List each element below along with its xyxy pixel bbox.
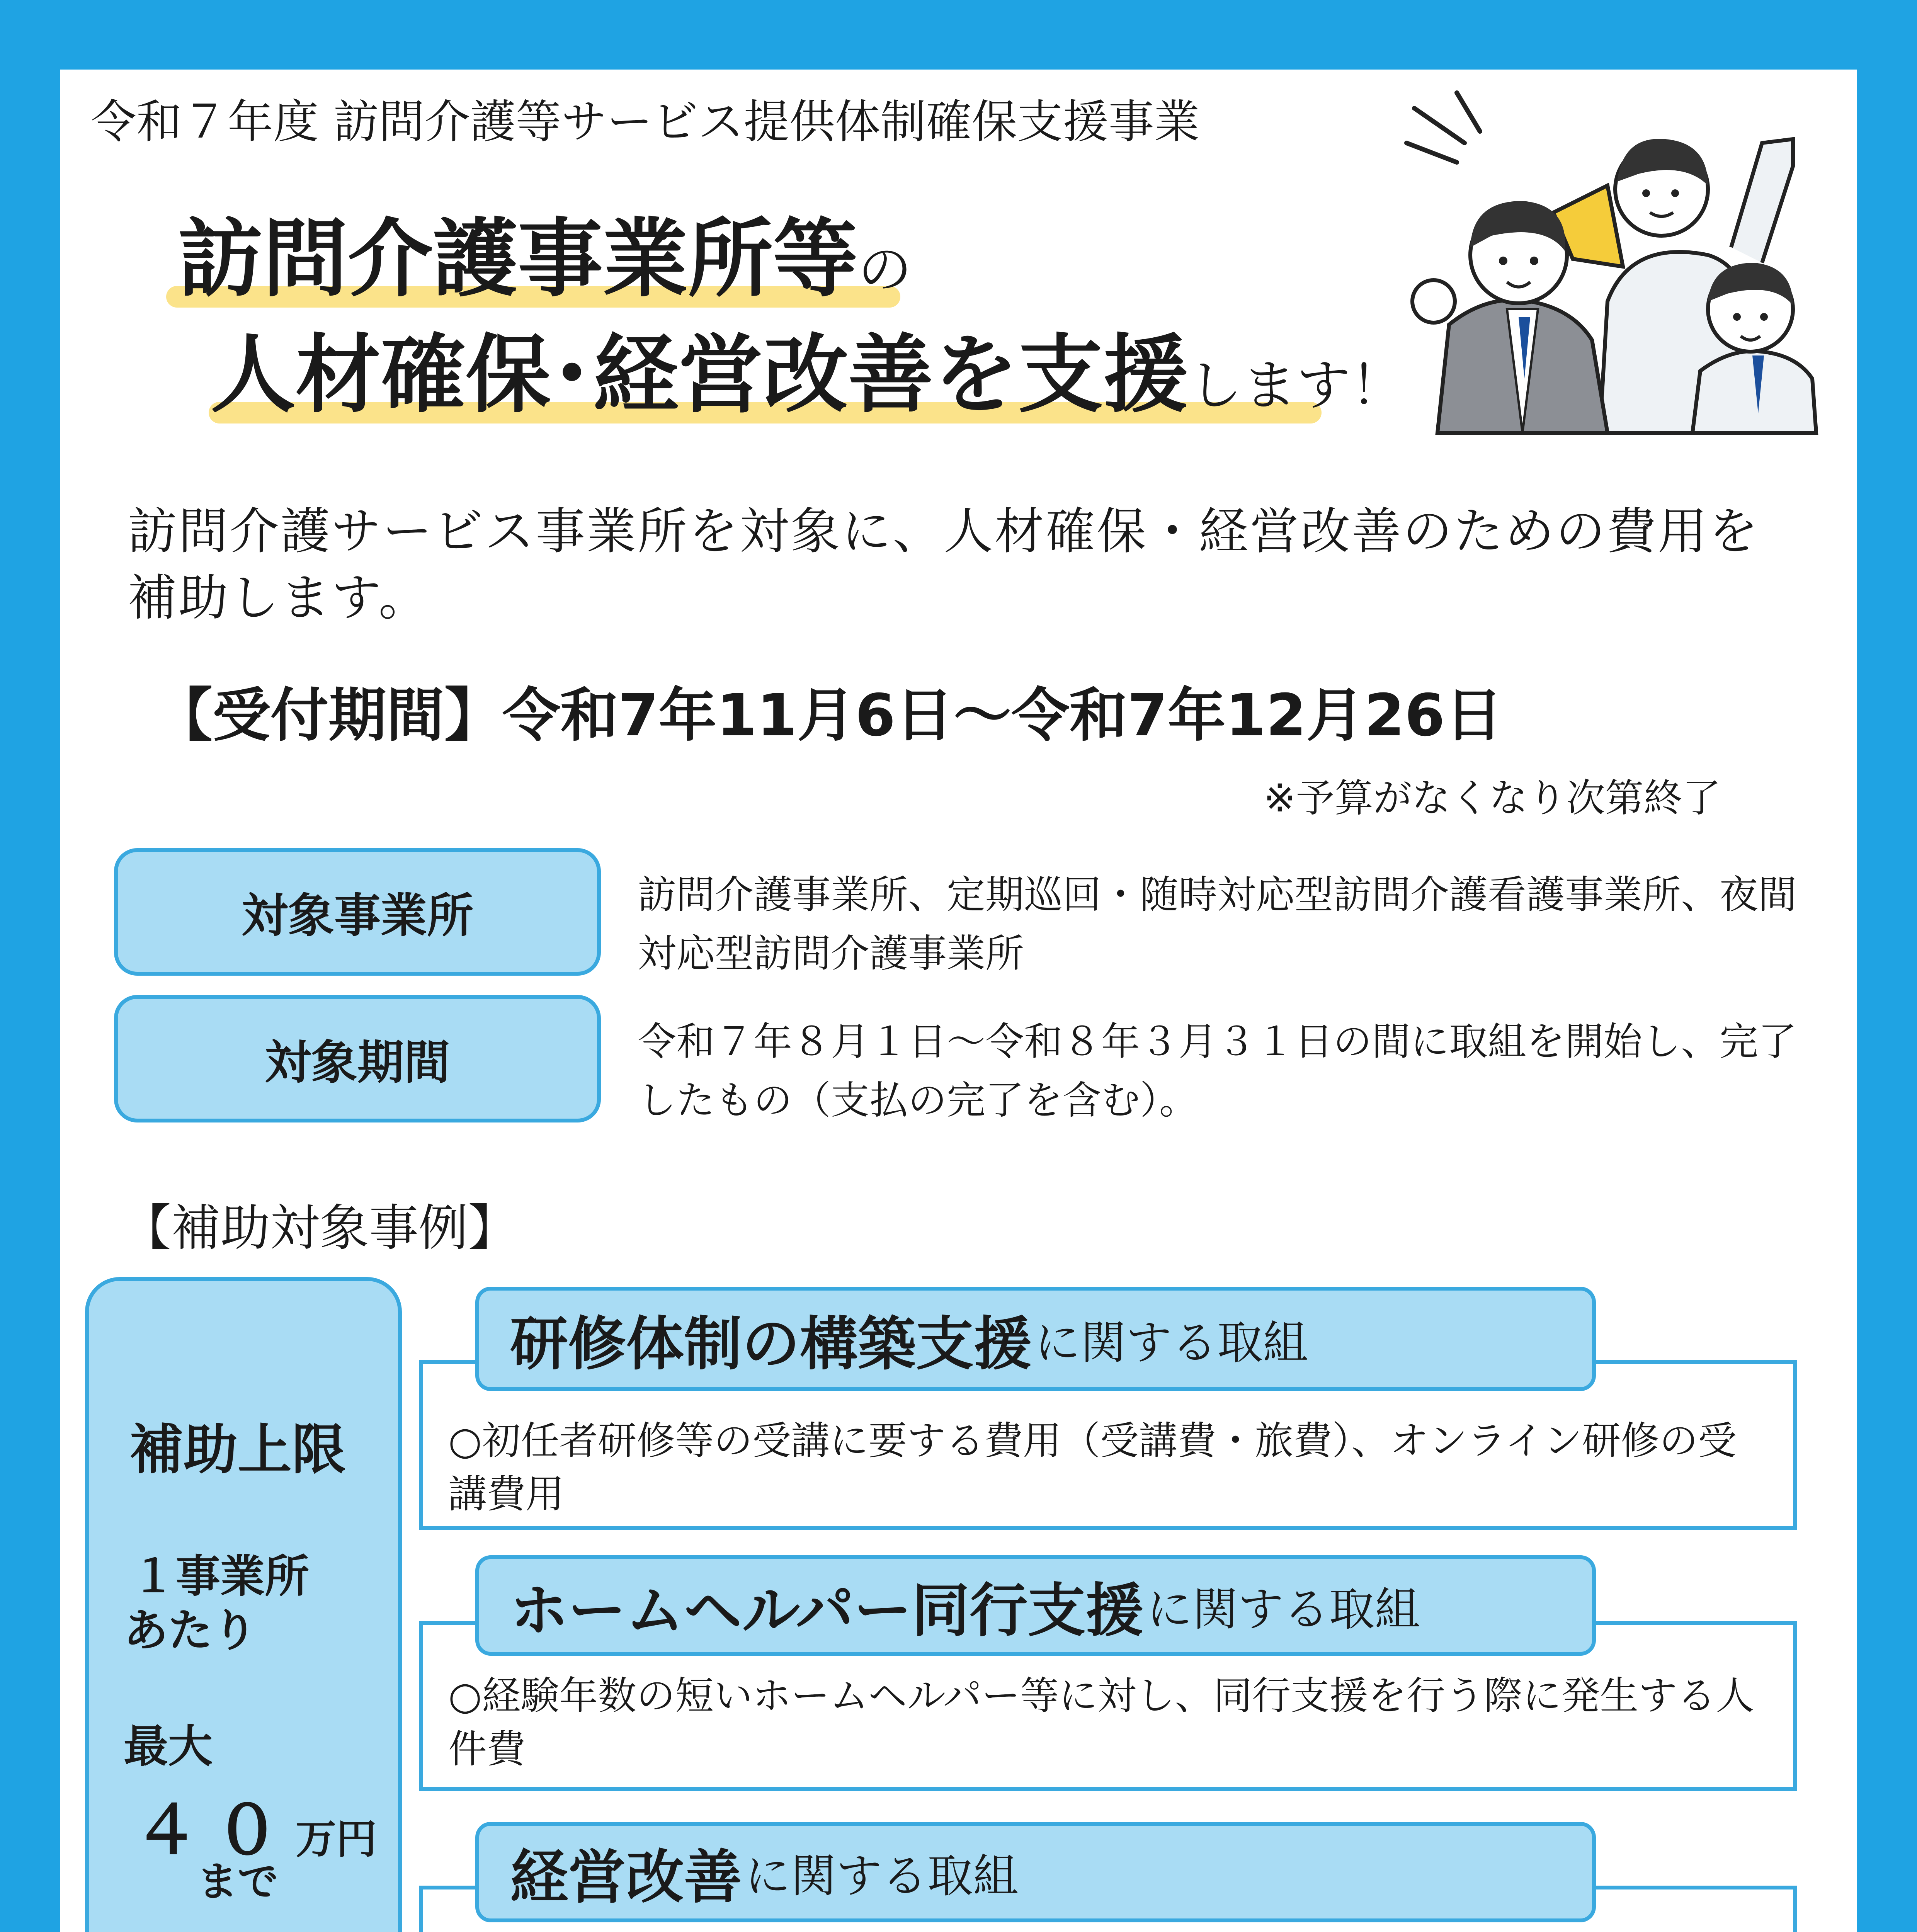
limit-amount: ４０ [133,1793,296,1869]
case-item: ○経験年数の短いホームヘルパー等に対し、同行支援を行う際に発生する人件費 [448,1673,1755,1772]
headline-line-1 [178,209,912,308]
application-period: 【受付期間】令和7年11月6日～令和7年12月26日 [155,682,1503,749]
headline-main: 人材確保･経営改善を支援 [211,325,1189,424]
target-offices-detail: 訪問介護事業所、定期巡回・随時対応型訪問介護看護事業所、夜間対応型訪問介護事業所 [638,872,1797,976]
headline-suffix: します！ [1188,354,1405,417]
limit-unit: 万円 [296,1816,377,1863]
limit-made: まで [197,1858,279,1905]
target-period-label: 対象期間 [114,995,601,1122]
limit-per-office: １事業所 [131,1551,310,1602]
target-offices-label: 対象事業所 [114,848,601,976]
case-tab [475,1822,1596,1922]
headline-main: 訪問介護事業所等 [178,209,858,308]
headline-line-2 [211,325,1405,424]
limit-per-office-2: あたり [124,1605,257,1656]
budget-note: ※予算がなくなり次第終了 [1264,776,1721,821]
case-item: ○初任者研修等の受講に要する費用（受講費・旅費）、オンライン研修の受講費用 [448,1418,1737,1517]
case-title: 研修体制の構築支援 [510,1311,1032,1378]
headline-suffix: の [858,238,912,301]
case-title: 経営改善 [510,1844,742,1911]
limit-title: 補助上限 [129,1418,346,1481]
case-title-suffix: に関する取組 [1035,1316,1309,1369]
intro-text: 訪問介護サービス事業所を対象に、人材確保・経営改善のための費用を補助します。 [128,503,1760,627]
case-title-suffix: に関する取組 [745,1849,1019,1903]
limit-max: 最大 [124,1721,213,1772]
cheering-people-illustration [1391,85,1816,433]
program-subtitle: 令和７年度 訪問介護等サービス提供体制確保支援事業 [91,95,1200,148]
case-title: ホームヘルパー同行支援 [510,1577,1144,1645]
section-title: 【補助対象事例】 [122,1199,518,1257]
case-tab [475,1287,1596,1391]
case-tab [475,1555,1596,1656]
target-period-detail: 令和７年８月１日～令和８年３月３１日の間に取組を開始し、完了したもの（支払の完了を含む）。 [638,1019,1797,1123]
case-title-suffix: に関する取組 [1146,1583,1420,1636]
